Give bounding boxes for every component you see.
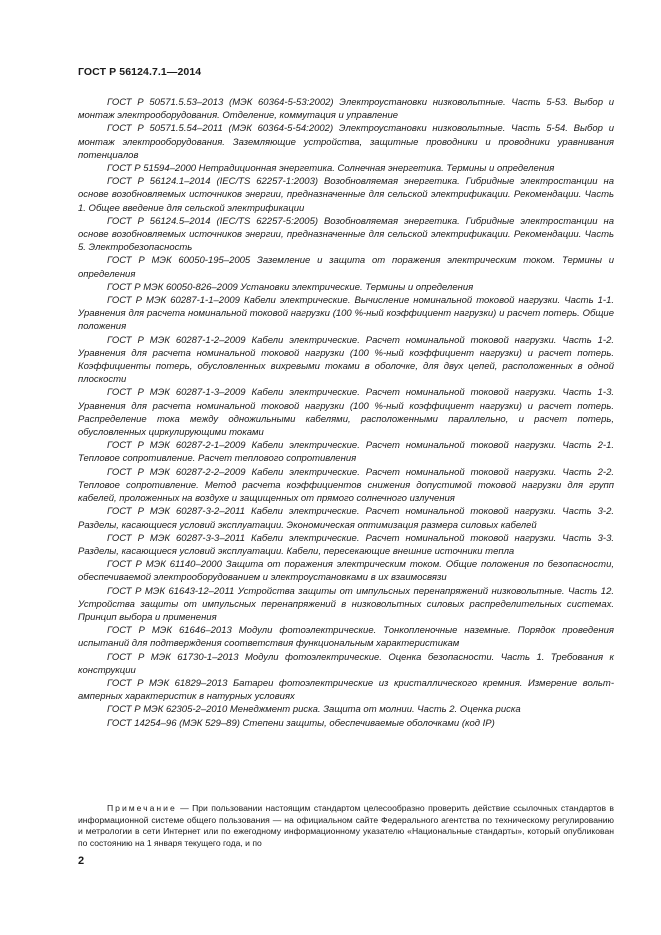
normative-references-list — [78, 96, 614, 730]
reference-item: ГОСТ Р МЭК 60287-2-1–2009 Кабели электрические. Расчет номинальной токовой нагрузки. Часть 2-1. Тепловое сопротивление. Расчет теплового сопротивления — [78, 440, 614, 465]
reference-item: ГОСТ Р МЭК 60287-2-2–2009 Кабели электрические. Расчет номинальной токовой нагрузки. Часть 2-2. Тепловое сопротивление. Метод расчета коэффициентов снижения допустимой токовой нагрузки для групп кабелей, проложенных на воздухе и защищенных от прямого солнечного излучения — [78, 466, 614, 505]
reference-item: ГОСТ Р 50571.5.53–2013 (МЭК 60364-5-53:2002) Электроустановки низковольтные. Часть 5-53. Выбор и монтаж электрооборудования. Отделение, коммутация и управление — [78, 97, 614, 122]
reference-item: ГОСТ Р 50571.5.54–2011 (МЭК 60364-5-54:2002) Электроустановки низковольтные. Часть 5-54. Выбор и монтаж электрооборудования. Заземляющие устройства, защитные проводники и проводники уравнивания потенциалов — [78, 123, 614, 161]
note-paragraph — [78, 803, 614, 849]
reference-item: ГОСТ Р МЭК 60287-3-3–2011 Кабели электрические. Расчет номинальной токовой нагрузки. Часть 3-3. Разделы, касающиеся условий эксплуатации. Кабели, пересекающие внешние источники тепла — [78, 532, 614, 557]
page-number: 2 — [78, 855, 85, 867]
reference-item: ГОСТ Р МЭК 61140–2000 Защита от поражения электрическим током. Общие положения по безопасности, обеспечиваемой электрооборудованием и электроустановками в их взаимосвязи — [78, 559, 614, 584]
reference-item: ГОСТ Р МЭК 60050-826–2009 Установки электрические. Термины и определения — [107, 281, 474, 293]
note-text: — При пользовании настоящим стандартом целесообразно проверить действие ссылочных стандартов в информационной системе общего пользования — на официальном сайте Федерального агентства по техническому регулированию и метрологии в сети Интернет или по ежегодному информационному указателю «Национальные стандарты», который опубликован по состоянию на 1 января текущего года, и по — [78, 803, 614, 848]
reference-item: ГОСТ Р МЭК 60050-195–2005 Заземление и защита от поражения электрическим током. Термины и определения — [78, 255, 614, 280]
reference-item: ГОСТ Р МЭК 60287-1-2–2009 Кабели электрические. Расчет номинальной токовой нагрузки. Часть 1-2. Уравнения для расчета номинальной токовой нагрузки (100 %-ный коэффициент нагрузки) и расчет потерь. Коэффициенты потерь, обусловленных вихревыми токами в оболочке, для двух цепей, расположенных в одной плоскости — [78, 334, 614, 386]
reference-item: ГОСТ Р 56124.5–2014 (IEC/TS 62257-5:2005) Возобновляемая энергетика. Гибридные электростанции на основе возобновляемых источников энергии, предназначенные для сельской электрификации. Рекомендации. Часть 5. Электробезопасность — [78, 215, 614, 254]
reference-item: ГОСТ Р МЭК 60287-1-3–2009 Кабели электрические. Расчет номинальной токовой нагрузки. Часть 1-3. Уравнения для расчета номинальной токовой нагрузки (100 %-ный коэффициент нагрузки) и расчет потерь. Распределение тока между одножильными кабелями, расположенными параллельно, и расчет потерь, обусловленных циркулирующими токами — [78, 387, 614, 439]
reference-item: ГОСТ Р МЭК 61730-1–2013 Модули фотоэлектрические. Оценка безопасности. Часть 1. Требования к конструкции — [78, 651, 614, 676]
note-label: Примечание — [107, 803, 177, 813]
reference-item: ГОСТ Р МЭК 61646–2013 Модули фотоэлектрические. Тонкопленочные наземные. Порядок проведения испытаний для подтверждения соответствия функциональным характеристикам — [78, 625, 614, 650]
reference-item: ГОСТ Р МЭК 61829–2013 Батареи фотоэлектрические из кристаллического кремния. Измерение вольт-амперных характеристик в натурных условиях — [78, 677, 614, 703]
reference-item: ГОСТ Р МЭК 60287-1-1–2009 Кабели электрические. Вычисление номинальной токовой нагрузки. Часть 1-1. Уравнения для расчета номинальной токовой нагрузки (100 %-ный коэффициент нагрузки) и расчет потерь. Общие положения — [78, 295, 614, 333]
reference-item: ГОСТ Р МЭК 62305-2–2010 Менеджмент риска. Защита от молнии. Часть 2. Оценка риска — [107, 704, 521, 716]
reference-item: ГОСТ Р МЭК 61643-12–2011 Устройства защиты от импульсных перенапряжений низковольтные. Часть 12. Устройства защиты от импульсных перенапряжений в низковольтных силовых распределительных системах. Принцип выбора и применения — [78, 585, 614, 623]
reference-item: ГОСТ 14254–96 (МЭК 529–89) Степени защиты, обеспечиваемые оболочками (код IP) — [107, 717, 495, 729]
reference-item: ГОСТ Р МЭК 60287-3-2–2011 Кабели электрические. Расчет номинальной токовой нагрузки. Часть 3-2. Разделы, касающиеся условий эксплуатации. Экономическая оптимизация размера силовых кабелей — [78, 506, 614, 531]
reference-item: ГОСТ Р 56124.1–2014 (IEC/TS 62257-1:2003) Возобновляемая энергетика. Гибридные электростанции на основе возобновляемых источников энергии, предназначенные для сельской электрификации. Рекомендации. Часть 1. Общее введение для сельской электрификации — [78, 176, 614, 214]
document-header: ГОСТ Р 56124.7.1—2014 — [78, 66, 202, 78]
reference-item: ГОСТ Р 51594–2000 Нетрадиционная энергетика. Солнечная энергетика. Термины и определения — [107, 163, 555, 175]
